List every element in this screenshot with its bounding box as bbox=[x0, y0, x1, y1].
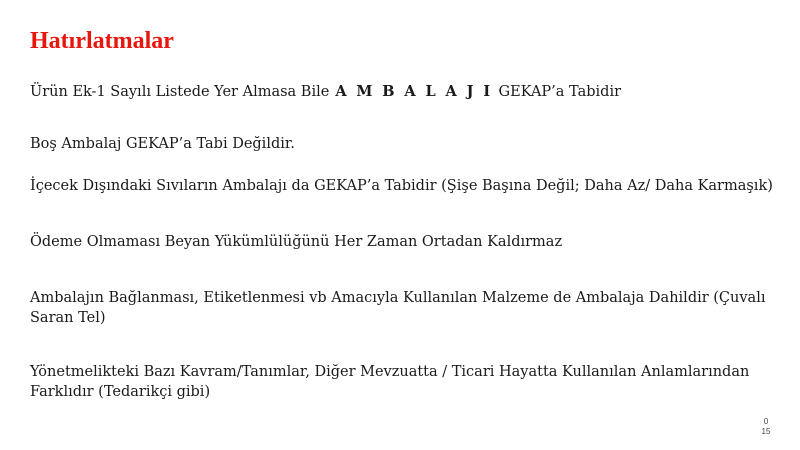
page-number-line-2: 15 bbox=[761, 427, 771, 436]
reminder-item-1-suffix: GEKAP’a Tabidir bbox=[498, 84, 622, 100]
reminder-item-1-prefix: Ürün Ek-1 Sayılı Listede Yer Almasa Bile bbox=[30, 84, 330, 100]
page-number-line-1: 0 bbox=[763, 417, 769, 426]
reminder-item-4: Ödeme Olmaması Beyan Yükümlülüğünü Her Zaman Ortadan Kaldırmaz bbox=[30, 234, 563, 250]
reminder-item-3: İçecek Dışındaki Sıvıların Ambalajı da GEKAP’a Tabidir (Şişe Başına Değil; Daha Az/ Daha Karmaşık) bbox=[30, 178, 773, 194]
reminder-item-5: Ambalajın Bağlanması, Etiketlenmesi vb Amacıyla Kullanılan Malzeme de Ambalaja Dahildir (Çuvalı Saran Tel) bbox=[30, 290, 766, 326]
slide-title: Hatırlatmalar bbox=[30, 28, 174, 54]
reminder-item-1-emphasis: A M B A L A J I bbox=[335, 83, 493, 100]
reminder-item-2: Boş Ambalaj GEKAP’a Tabi Değildir. bbox=[30, 136, 295, 152]
reminder-item-1 bbox=[30, 82, 780, 102]
page-number bbox=[755, 417, 777, 437]
reminder-item-6: Yönetmelikteki Bazı Kavram/Tanımlar, Diğer Mevzuatta / Ticari Hayatta Kullanılan Anlamlarından Farklıdır (Tedarikçi gibi) bbox=[30, 364, 750, 400]
